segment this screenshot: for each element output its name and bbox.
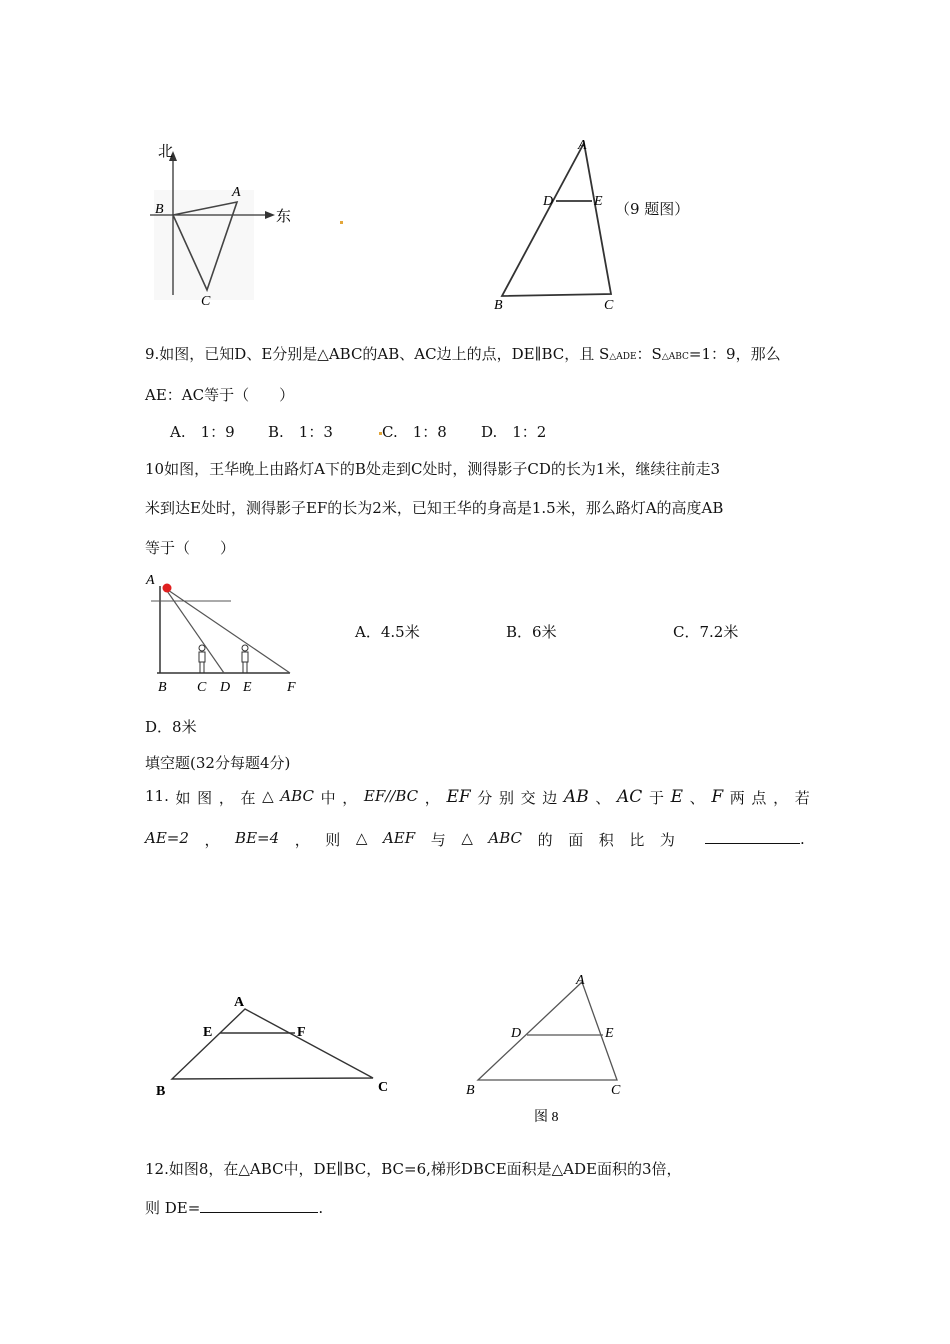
q11-t: F — [711, 787, 724, 807]
q9-sub-ade: △ADE — [609, 352, 637, 362]
q11-t: 分 — [477, 789, 493, 807]
q11-t: 中 — [320, 789, 336, 807]
label-e-11: E — [203, 1025, 213, 1040]
q11-t: 如 — [175, 789, 191, 807]
label-east: 东 — [276, 209, 292, 225]
q11-t: ， — [294, 831, 310, 849]
q9-figure-caption: （9 题图） — [615, 200, 690, 218]
q9-line1 — [145, 343, 781, 364]
q12-figure — [460, 968, 650, 1128]
q11-t: △ — [355, 829, 368, 847]
q11-t: EF//BC — [363, 787, 419, 805]
stray-dot — [340, 221, 343, 224]
q11-t: 比 — [629, 831, 645, 849]
label-north: 北 — [158, 144, 174, 160]
label-c-11: C — [378, 1080, 389, 1095]
label-a-11: A — [234, 995, 245, 1010]
label-a-9: A — [578, 138, 587, 153]
q11-t: ， — [342, 789, 358, 807]
q9-option-d[interactable]: D. 1：2 — [481, 423, 547, 441]
label-c-9: C — [604, 298, 614, 313]
q11-t: ABC — [280, 787, 314, 805]
triangle-abc-11 — [172, 1009, 373, 1079]
q11-t: 点 — [751, 789, 767, 807]
label-d-9: D — [543, 194, 554, 209]
figure-8-caption: 图 8 — [534, 1110, 559, 1125]
label-a: A — [232, 185, 241, 200]
q11-t: ， — [424, 789, 440, 807]
person-icon — [199, 645, 205, 673]
label-b-10: B — [158, 680, 167, 695]
q9-sep: ：S — [636, 345, 662, 363]
q10-line3: 等于（ ） — [145, 539, 236, 557]
q11-t: ABC — [488, 829, 523, 847]
lamp-figure — [143, 570, 318, 700]
q9-sub-abc: △ABC — [661, 352, 689, 362]
q11-t: 别 — [498, 789, 514, 807]
label-e-9: E — [594, 194, 603, 209]
q11-t: 面 — [568, 831, 584, 849]
label-f-10: F — [287, 680, 296, 695]
section-heading: 填空题(32分每题4分) — [145, 754, 291, 772]
q11-t: AEF — [382, 829, 416, 847]
q11-t: 于 — [648, 789, 664, 807]
q11-t: △ — [461, 829, 473, 847]
q11-t: AE=2 — [145, 829, 189, 847]
label-b-9: B — [494, 298, 503, 313]
q9-option-b[interactable]: B. 1：3 — [268, 423, 333, 441]
q11-answer-blank[interactable] — [705, 829, 800, 844]
q11-t: ， — [218, 789, 234, 807]
q11-t: 积 — [598, 831, 614, 849]
q11-t: EF — [446, 787, 471, 807]
lamp-light-icon — [163, 584, 172, 593]
label-c-8: C — [611, 1083, 621, 1098]
q9-text-b: =1：9，那么 — [688, 345, 781, 363]
q11-line2 — [145, 829, 675, 850]
direction-figure — [140, 135, 300, 310]
q9-option-a[interactable]: A. 1：9 — [170, 423, 235, 441]
q10-option-c[interactable]: C．7.2米 — [673, 623, 739, 641]
label-c: C — [201, 294, 211, 309]
q11-t: 、 — [595, 789, 611, 807]
person-icon — [242, 645, 248, 673]
label-d-8: D — [511, 1026, 522, 1041]
label-b-8: B — [466, 1083, 475, 1098]
label-a-10: A — [146, 573, 155, 588]
q12-line2 — [145, 1197, 323, 1218]
q11-t: 图 — [197, 789, 213, 807]
q12-end: . — [318, 1199, 324, 1217]
q12-prefix: 则 DE= — [145, 1199, 201, 1217]
q11-answer[interactable] — [705, 829, 805, 848]
q11-t: 11. — [145, 787, 169, 805]
q10-line2: 米到达E处时，测得影子EF的长为2米，已知王华的身高是1.5米，那么路灯A的高度AB — [145, 499, 724, 517]
east-arrow-icon — [265, 211, 275, 219]
q9-line2: AE：AC等于（ ） — [145, 386, 295, 404]
q11-t: ， — [773, 789, 789, 807]
label-a-8: A — [576, 973, 585, 988]
q11-t: 为 — [659, 831, 675, 849]
q11-t: BE=4 — [235, 829, 280, 847]
q11-t: △ — [262, 787, 274, 805]
q10-option-b[interactable]: B．6米 — [506, 623, 557, 641]
q11-end: . — [800, 830, 805, 848]
q11-t: AB — [563, 787, 589, 807]
label-e-10: E — [243, 680, 252, 695]
q10-line1: 10如图，王华晚上由路灯A下的B处走到C处时，测得影子CD的长为1米，继续往前走3 — [145, 460, 721, 478]
q11-t: 则 — [325, 831, 341, 849]
q12-answer-blank[interactable] — [200, 1198, 318, 1213]
q9-option-c[interactable]: C. 1：8 — [382, 423, 447, 441]
q11-line1 — [145, 787, 810, 808]
label-f-11: F — [297, 1025, 306, 1040]
q11-figure — [150, 990, 410, 1100]
q9-figure — [488, 133, 628, 313]
q11-t: 与 — [430, 831, 446, 849]
label-b-11: B — [156, 1084, 166, 1099]
q11-t: 两 — [729, 789, 745, 807]
q11-t: 、 — [689, 789, 705, 807]
q10-option-a[interactable]: A．4.5米 — [355, 623, 420, 641]
q10-option-d[interactable]: D．8米 — [145, 718, 197, 736]
q11-t: 若 — [794, 789, 810, 807]
q11-t: AC — [617, 787, 643, 807]
triangle-abc-9 — [502, 143, 611, 296]
q11-t: E — [670, 787, 684, 807]
label-d-10: D — [220, 680, 231, 695]
q11-t: 在 — [240, 789, 256, 807]
q11-t: ， — [204, 831, 220, 849]
q11-t: 的 — [537, 831, 553, 849]
label-b: B — [155, 202, 164, 217]
q11-t: 边 — [542, 789, 558, 807]
q12-line1: 12.如图8，在△ABC中，DE∥BC，BC=6,梯形DBCE面积是△ADE面积的3倍， — [145, 1160, 682, 1178]
triangle-abc-8 — [478, 982, 617, 1080]
q9-text-a: 9.如图，已知D、E分别是△ABC的AB、AC边上的点，DE∥BC，且 S — [145, 345, 610, 363]
label-c-10: C — [197, 680, 207, 695]
q11-t: 交 — [520, 789, 536, 807]
label-e-8: E — [605, 1026, 614, 1041]
